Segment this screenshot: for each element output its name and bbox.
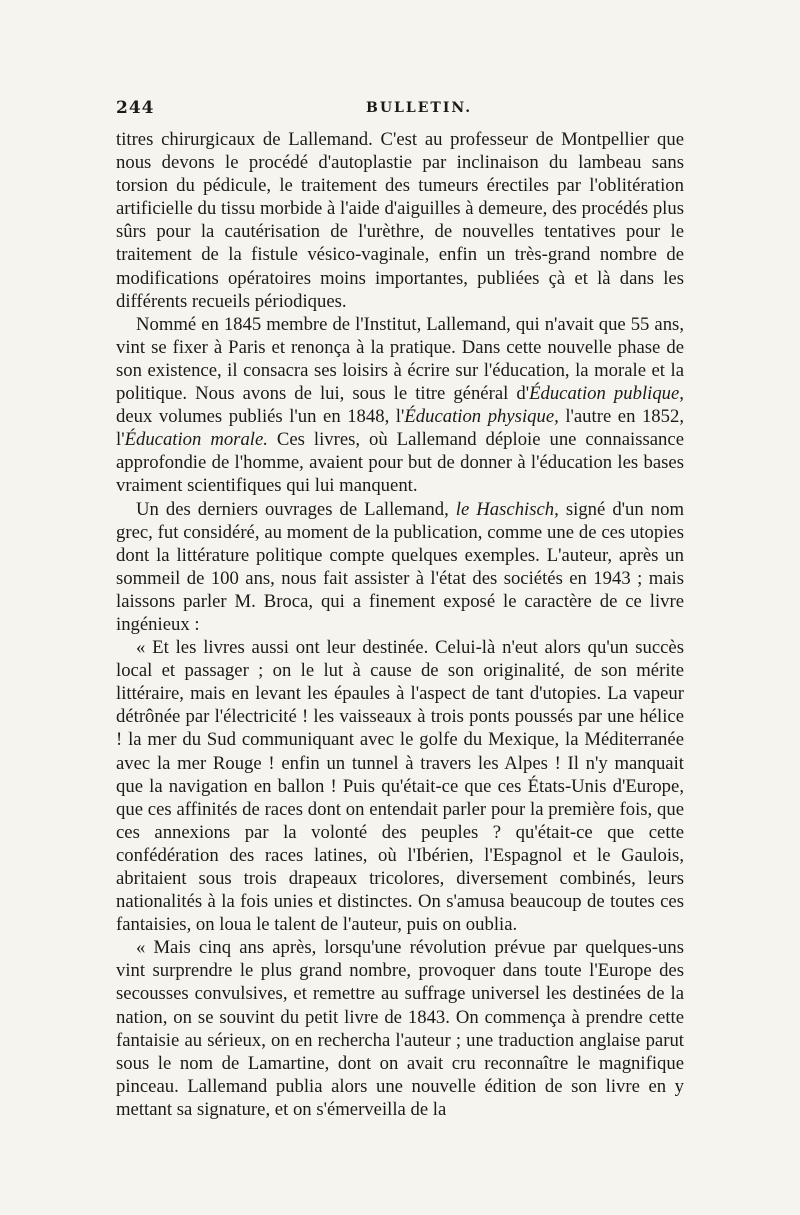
book-title-haschisch: le Haschisch, [455,498,559,520]
running-title: BULLETIN. [366,100,473,116]
book-title-education-publique: Éducation publique, [529,383,684,405]
paragraph-quote-1: « Et les livres aussi ont leur destinée. Celui-là n'eut alors qu'un succès local et passager ; on le lut à cause de son originalité, de son mérite littéraire, mais en levant les épaules à l'aspect de tant d'utopies. La vapeur détrônée par l'électricité ! les vaisseaux à trois ponts poussés par une hélice ! la mer du Sud communiquant avec le golfe du Mexique, la Méditerranée avec la mer Rouge ! enfin un tunnel à travers les Alpes ! Il n'y manquait que la navigation en ballon ! Puis qu'était-ce que ces États-Unis d'Europe, que ces affinités de races dont on entendait parler pour la première fois, que ces annexions par la volonté des peuples ? qu'était-ce que cette confédération des races latines, où l'Ibérien, l'Espagnol et le Gaulois, abritaient sous trois drapeaux tricolores, diversement combinés, leurs nationalités à la fois unies et distinctes. On s'amusa beaucoup de toutes ces fantaisies, on loua le talent de l'auteur, puis on oublia. [116,637,684,936]
paragraph-haschisch: Un des derniers ouvrages de Lallemand, le Haschisch, signé d'un nom grec, fut considéré, au moment de la publication, comme une de ces utopies dont la littérature politique compte quelques exemples. L'auteur, après un sommeil de 100 ans, nous fait assister à l'état des sociétés en 1943 ; mais laissons parler M. Broca, qui a finement exposé le caractère de ce livre ingénieux : [116,498,684,635]
body-text [116,128,684,1121]
paragraph-quote-2: « Mais cinq ans après, lorsqu'une révolution prévue par quelques-uns vint surprendre le plus grand nombre, provoquer dans toute l'Europe des secousses convulsives, et remettre au suffrage universel les destinées de la nation, on se souvint du petit livre de 1843. On commença à prendre cette fantaisie au sérieux, on en rechercha l'auteur ; une traduction anglaise parut sous le nom de Lamartine, dont on avait cru reconnaître le magnifique pinceau. Lallemand publia alors une nouvelle édition de son livre en y mettant sa signature, et on s'émerveilla de la [116,937,684,1120]
paragraph-continued: titres chirurgicaux de Lallemand. C'est au professeur de Montpellier que nous devons le procédé d'autoplastie par inclinaison du lambeau sans torsion du pédicule, le traitement des tumeurs érectiles par l'oblitération artificielle du tissu morbide à l'aide d'aiguilles à demeure, des procédés plus sûrs pour la cautérisation de l'urèthre, de nouvelles tentatives pour le traitement de la fistule vésico-vaginale, enfin un très-grand nombre de modifications opératoires moins importantes, publiées çà et là dans les différents recueils périodiques. [116,129,684,312]
book-title-education-physique: Éducation physique, [404,406,559,428]
page-number: 244 [116,98,155,118]
paragraph-institut: Nommé en 1845 membre de l'Institut, Lallemand, qui n'avait que 55 ans, vint se fixer à Paris et renonça à la pratique. Dans cette nouvelle phase de son existence, il consacra ses loisirs à écrire sur l'éducation, la morale et la politique. Nous avons de lui, sous le titre général d'Éducation publique, deux volumes publiés l'un en 1848, l'Éducation physique, l'autre en 1852, l'Éducation morale. Ces livres, où Lallemand déploie une connaissance approfondie de l'homme, avaient pour but de donner à l'éducation les bases vraiment scientifiques qui lui manquent. [116,313,684,497]
page-header [116,98,686,122]
book-title-education-morale: Éducation morale. [124,429,268,451]
